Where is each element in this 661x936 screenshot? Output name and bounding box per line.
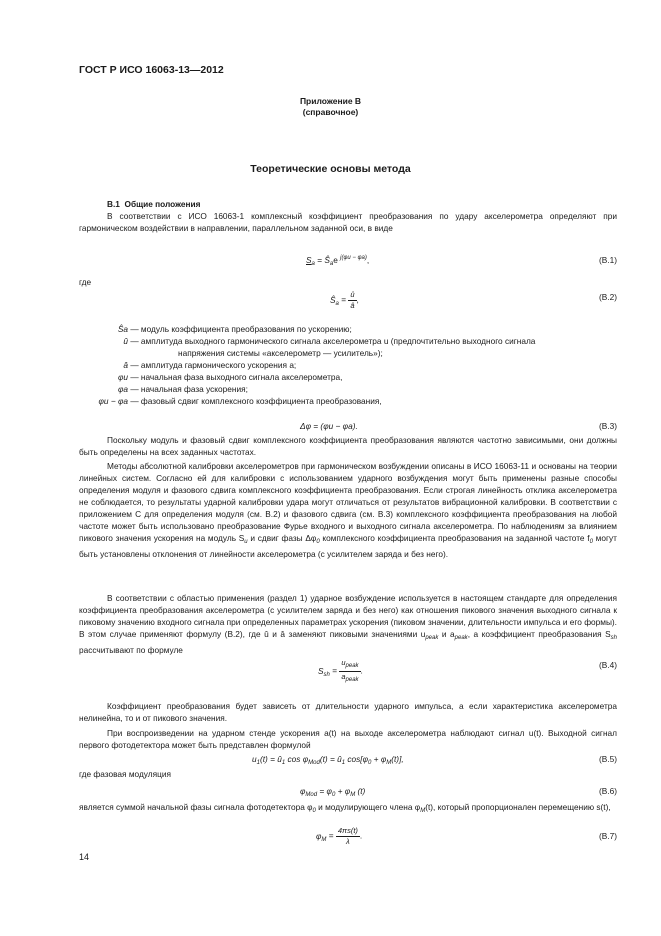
paragraph-modulus: Поскольку модуль и фазовый сдвиг комплексного коэффициента преобразования являются частотно зависимыми, они должны быть определены на всех заданных частотах. <box>79 435 617 457</box>
where-label: где <box>79 277 92 287</box>
legend-item: Ŝa — модуль коэффициента преобразования по ускорению; <box>117 324 352 334</box>
paragraph-reproduction: При воспроизведении на ударном стенде ускорения a(t) на выходе акселерометра наблюдают сигнал u(t). Выходной сигнал первого фотодетектора может быть представлен формулой <box>79 728 617 750</box>
section-title: Теоретические основы метода <box>250 163 411 175</box>
legend-item: â — амплитуда гармонического ускорения a; <box>123 360 297 370</box>
paragraph-methods: Методы абсолютной калибровки акселерометров при гармоническом возбуждении описаны в ИСО 16063-11 и основаны на теории линейных систем. Согласно ей для калибровки с использованием ударного возбуждения могут быть применены разные способы определения модуля и фазового сдвига комплексного коэффициента преобразования. Если строгая линейность отклика акселерометра не соблюдается, то результаты ударной калибровки удара могут отличаться от результатов вибрационной калибровки. В соответствии с приложением С для определения модуля (см. В.2) и фазового сдвига (см. В.3) комплексного коэффициента преобразования на любой частоте может быть использовано преобразование Фурье входного и выходного сигнала акселерометра. По наблюдениям за влиянием пикового значения ускорения на модуль $S_u$ и сдвиг фазы $\Delta\varphi_0$ комплексного коэффициента преобразования на заданной частоте $f_0$ могут быть установлены отклонения от линейности акселерометра (с усилителем заряда и без него). <box>79 461 617 559</box>
paragraph-intro: В соответствии с ИСО 16063-1 комплексный коэффициент преобразования по удару акселерометра определяют при гармоническом воздействии в направлении, параллельном заданной оси, в виде <box>79 211 617 233</box>
legend-list <box>60 323 616 407</box>
where-phase-label: где фазовая модуляция <box>79 769 171 779</box>
formula-b2-number: (В.2) <box>599 292 617 302</box>
subsection-heading <box>107 199 200 209</box>
formula-b6-number: (В.6) <box>599 786 617 796</box>
paragraph-sum: является суммой начальной фазы сигнала фотодетектора $\varphi_0$ и модулирующего члена $\varphi_M(t)$, который пропорционален перемещению s(t), <box>79 802 611 814</box>
legend-item-continuation: напряжения системы «акселерометр — усилитель»); <box>178 348 383 358</box>
subsection-number: В.1 <box>107 199 120 209</box>
subsection-title: Общие положения <box>124 199 201 209</box>
annex-heading <box>0 96 661 118</box>
page-number: 14 <box>79 852 90 862</box>
annex-subtitle: (справочное) <box>302 107 359 117</box>
legend-item: φu — начальная фаза выходного сигнала акселерометра, <box>117 372 343 382</box>
formula-b1-number: (В.1) <box>599 255 617 265</box>
document-header: ГОСТ Р ИСО 16063-13—2012 <box>79 64 224 76</box>
formula-b4-number: (В.4) <box>599 660 617 670</box>
paragraph-scope: В соответствии с областью применения (раздел 1) ударное возбуждение используется в настоящем стандарте для определения коэффициента преобразования акселерометра (с усилителем заряда и без него) как отношения пикового значения выходного сигнала к пиковому значению входного сигнала при определенных параметрах ускорения (пиковом значении, длительности импульса и его формы). В этом случае применяют формулу (В.2), где û и â заменяют пиковыми значениями $u_{peak}$ и $a_{peak}$, а коэффициент преобразования $S_{sh}$ рассчитывают по формуле <box>79 593 617 655</box>
formula-b5-number: (В.5) <box>599 754 617 764</box>
legend-item: û — амплитуда выходного гармонического сигнала акселерометра u (предпочтительно выходного сигнала <box>123 336 536 346</box>
legend-item: φa — начальная фаза ускорения; <box>117 384 248 394</box>
annex-title: Приложение В <box>299 96 362 106</box>
formula-b7-number: (В.7) <box>599 831 617 841</box>
formula-b3-number: (В.3) <box>599 421 617 431</box>
paragraph-dependence: Коэффициент преобразования будет зависеть от длительности ударного импульса, а если характеристика акселерометра нелинейна, то и от пикового значения. <box>79 701 617 723</box>
legend-item: φu − φa — фазовый сдвиг комплексного коэффициента преобразования, <box>98 396 382 406</box>
